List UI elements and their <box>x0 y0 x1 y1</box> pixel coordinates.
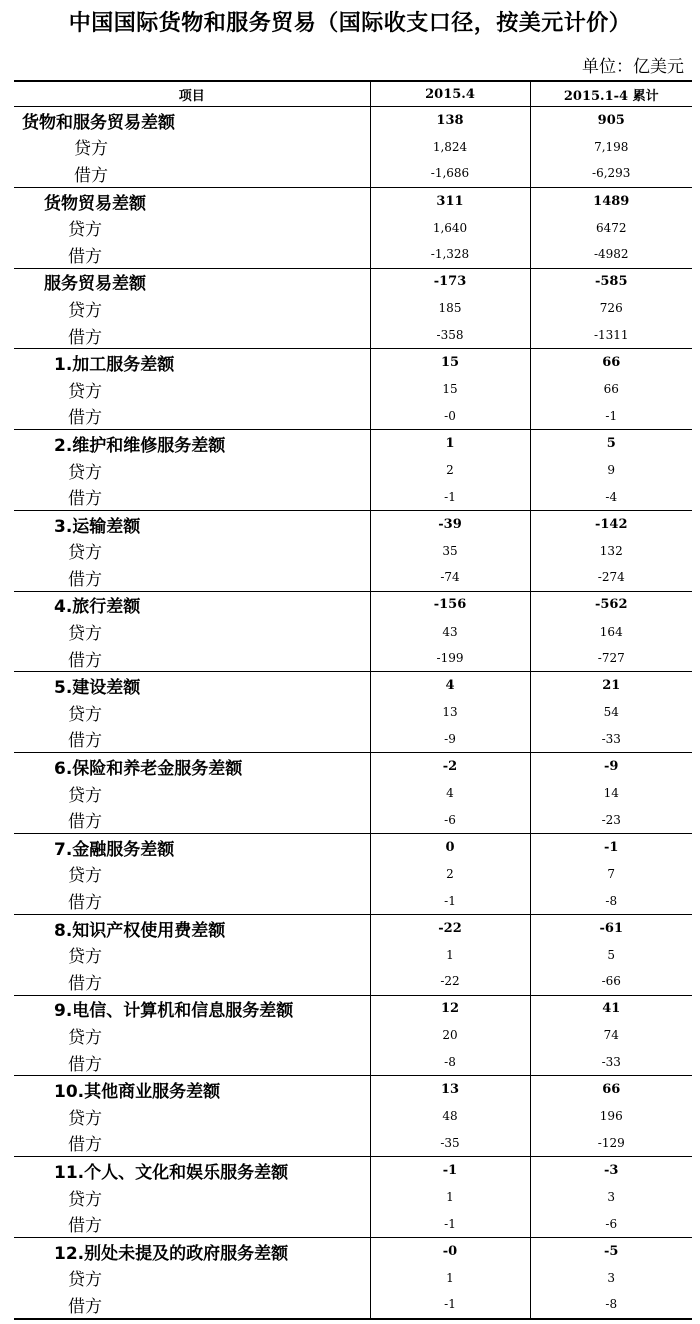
row-label: 贷方 <box>68 381 102 402</box>
value-cumulative: 7 <box>530 861 692 888</box>
value-cumulative: -274 <box>530 564 692 591</box>
row-label: 货物贸易差额 <box>14 187 370 214</box>
detail-row <box>14 618 692 645</box>
value-month: 15 <box>370 376 530 403</box>
row-label: 贷方 <box>68 300 102 321</box>
row-label: 借方 <box>68 1135 102 1156</box>
row-label: 借方 <box>68 731 102 752</box>
row-label: 借方 <box>68 569 102 590</box>
group-total-row <box>14 268 692 295</box>
value-cumulative: -585 <box>530 268 692 295</box>
row-label: 借方 <box>68 893 102 914</box>
value-cumulative: 164 <box>530 618 692 645</box>
value-month: 0 <box>370 834 530 861</box>
value-cumulative: -9 <box>530 753 692 780</box>
detail-row <box>14 214 692 241</box>
group-total-row <box>14 672 692 699</box>
detail-row <box>14 322 692 349</box>
row-label: 货物和服务贸易差额 <box>14 107 370 134</box>
value-month: -1 <box>370 887 530 914</box>
value-month: 1 <box>370 430 530 457</box>
value-month: -22 <box>370 914 530 941</box>
row-label: 7.金融服务差额 <box>14 834 370 861</box>
detail-row <box>14 295 692 322</box>
row-label: 借方 <box>68 973 102 994</box>
value-month: -358 <box>370 322 530 349</box>
row-label: 贷方 <box>74 139 108 160</box>
value-month: -173 <box>370 268 530 295</box>
value-cumulative: -33 <box>530 1049 692 1076</box>
detail-row <box>14 887 692 914</box>
row-label: 贷方 <box>68 1189 102 1210</box>
header-cumulative: 2015.1-4 累计 <box>530 81 692 107</box>
detail-row <box>14 1022 692 1049</box>
detail-row <box>14 564 692 591</box>
detail-row <box>14 1103 692 1130</box>
value-cumulative: 905 <box>530 107 692 134</box>
detail-row <box>14 1184 692 1211</box>
value-month: 13 <box>370 1076 530 1103</box>
detail-row <box>14 538 692 565</box>
row-label: 借方 <box>14 1291 370 1319</box>
group-total-row <box>14 914 692 941</box>
row-label: 8.知识产权使用费差额 <box>14 914 370 941</box>
detail-row <box>14 403 692 430</box>
row-label: 借方 <box>68 246 102 267</box>
value-cumulative: -4982 <box>530 241 692 268</box>
value-cumulative: -1 <box>530 403 692 430</box>
detail-row <box>14 160 692 187</box>
value-month: 1,824 <box>370 134 530 161</box>
header-month: 2015.4 <box>370 81 530 107</box>
value-month: 35 <box>370 538 530 565</box>
unit-label: 单位：亿美元 <box>582 57 684 77</box>
detail-row <box>14 861 692 888</box>
row-label: 贷方 <box>68 704 102 725</box>
row-label: 贷方 <box>68 947 102 968</box>
value-cumulative: -5 <box>530 1237 692 1264</box>
value-month: 48 <box>370 1103 530 1130</box>
value-cumulative: 66 <box>530 376 692 403</box>
row-label: 9.电信、计算机和信息服务差额 <box>14 995 370 1022</box>
value-cumulative: 3 <box>530 1184 692 1211</box>
row-label: 贷方 <box>68 1027 102 1048</box>
value-cumulative: -727 <box>530 645 692 672</box>
value-month: 138 <box>370 107 530 134</box>
detail-row <box>14 1210 692 1237</box>
value-month: 20 <box>370 1022 530 1049</box>
group-total-row <box>14 753 692 780</box>
detail-row <box>14 645 692 672</box>
value-month: -1 <box>370 483 530 510</box>
value-month: 2 <box>370 457 530 484</box>
row-label: 12.别处未提及的政府服务差额 <box>14 1237 370 1264</box>
detail-row <box>14 376 692 403</box>
row-label: 借方 <box>74 165 108 186</box>
row-label: 贷方 <box>68 866 102 887</box>
group-total-row <box>14 591 692 618</box>
value-cumulative: -562 <box>530 591 692 618</box>
value-month: 4 <box>370 780 530 807</box>
row-label: 借方 <box>68 1054 102 1075</box>
value-cumulative: 196 <box>530 1103 692 1130</box>
value-cumulative: 1489 <box>530 187 692 214</box>
value-month: -156 <box>370 591 530 618</box>
group-total-row <box>14 430 692 457</box>
row-label: 2.维护和维修服务差额 <box>14 430 370 457</box>
row-label: 借方 <box>68 489 102 510</box>
value-cumulative: -3 <box>530 1157 692 1184</box>
value-month: -0 <box>370 403 530 430</box>
group-total-row <box>14 349 692 376</box>
value-month: -74 <box>370 564 530 591</box>
value-cumulative: 41 <box>530 995 692 1022</box>
value-month: -35 <box>370 1130 530 1157</box>
detail-row <box>14 483 692 510</box>
row-label: 贷方 <box>68 785 102 806</box>
value-month: -1 <box>370 1157 530 1184</box>
value-month: -1 <box>370 1210 530 1237</box>
row-label: 借方 <box>68 327 102 348</box>
value-month: 1 <box>370 941 530 968</box>
value-cumulative: 7,198 <box>530 134 692 161</box>
row-label: 服务贸易差额 <box>14 268 370 295</box>
value-month: 1 <box>370 1184 530 1211</box>
value-cumulative: -142 <box>530 510 692 537</box>
detail-row <box>14 726 692 753</box>
detail-row <box>14 780 692 807</box>
row-label: 3.运输差额 <box>14 510 370 537</box>
value-month: 43 <box>370 618 530 645</box>
row-label: 贷方 <box>68 462 102 483</box>
value-month: -22 <box>370 968 530 995</box>
row-label: 贷方 <box>68 1108 102 1129</box>
value-cumulative: -23 <box>530 806 692 833</box>
detail-row <box>14 968 692 995</box>
row-label: 贷方 <box>68 220 102 241</box>
value-cumulative: -1311 <box>530 322 692 349</box>
value-month: -39 <box>370 510 530 537</box>
value-month: -0 <box>370 1237 530 1264</box>
value-month: -9 <box>370 726 530 753</box>
value-cumulative: 132 <box>530 538 692 565</box>
row-label: 5.建设差额 <box>14 672 370 699</box>
value-cumulative: 21 <box>530 672 692 699</box>
trade-table <box>14 80 692 1320</box>
value-month: -2 <box>370 753 530 780</box>
row-label: 贷方 <box>68 1270 102 1291</box>
value-cumulative: -66 <box>530 968 692 995</box>
table-body <box>14 107 692 1319</box>
row-label: 4.旅行差额 <box>14 591 370 618</box>
value-cumulative: -8 <box>530 1291 692 1319</box>
row-label: 借方 <box>68 408 102 429</box>
value-cumulative: 66 <box>530 1076 692 1103</box>
table-header-row <box>14 81 692 107</box>
value-month: 15 <box>370 349 530 376</box>
group-total-row <box>14 995 692 1022</box>
group-total-row <box>14 1237 692 1264</box>
group-total-row <box>14 107 692 134</box>
value-month: 4 <box>370 672 530 699</box>
value-month: 1 <box>370 1265 530 1292</box>
value-month: 12 <box>370 995 530 1022</box>
value-month: -1 <box>370 1291 530 1319</box>
detail-row <box>14 241 692 268</box>
value-cumulative: -129 <box>530 1130 692 1157</box>
value-cumulative: -1 <box>530 834 692 861</box>
detail-row <box>14 1049 692 1076</box>
header-item: 项目 <box>14 81 370 107</box>
value-month: -199 <box>370 645 530 672</box>
row-label: 借方 <box>68 650 102 671</box>
row-label: 11.个人、文化和娱乐服务差额 <box>14 1157 370 1184</box>
detail-row <box>14 134 692 161</box>
detail-row <box>14 1291 692 1319</box>
row-label: 10.其他商业服务差额 <box>14 1076 370 1103</box>
value-month: -1,328 <box>370 241 530 268</box>
value-month: -6 <box>370 806 530 833</box>
row-label: 6.保险和养老金服务差额 <box>14 753 370 780</box>
group-total-row <box>14 510 692 537</box>
value-cumulative: 9 <box>530 457 692 484</box>
value-cumulative: -61 <box>530 914 692 941</box>
value-cumulative: -6,293 <box>530 160 692 187</box>
detail-row <box>14 1265 692 1292</box>
detail-row <box>14 699 692 726</box>
value-cumulative: 6472 <box>530 214 692 241</box>
value-cumulative: 5 <box>530 941 692 968</box>
row-label: 借方 <box>68 1216 102 1237</box>
value-month: 1,640 <box>370 214 530 241</box>
value-month: -8 <box>370 1049 530 1076</box>
value-month: 2 <box>370 861 530 888</box>
value-cumulative: 74 <box>530 1022 692 1049</box>
detail-row <box>14 1130 692 1157</box>
value-cumulative: 5 <box>530 430 692 457</box>
row-label: 贷方 <box>68 624 102 645</box>
value-cumulative: 66 <box>530 349 692 376</box>
value-cumulative: -33 <box>530 726 692 753</box>
value-month: -1,686 <box>370 160 530 187</box>
value-cumulative: 726 <box>530 295 692 322</box>
value-cumulative: -6 <box>530 1210 692 1237</box>
page-title: 中国国际货物和服务贸易（国际收支口径，按美元计价） <box>68 11 632 36</box>
value-month: 311 <box>370 187 530 214</box>
group-total-row <box>14 1076 692 1103</box>
value-cumulative: 14 <box>530 780 692 807</box>
group-total-row <box>14 1157 692 1184</box>
detail-row <box>14 457 692 484</box>
value-cumulative: 3 <box>530 1265 692 1292</box>
row-label: 贷方 <box>68 543 102 564</box>
row-label: 借方 <box>68 812 102 833</box>
value-month: 13 <box>370 699 530 726</box>
value-cumulative: 54 <box>530 699 692 726</box>
value-cumulative: -4 <box>530 483 692 510</box>
value-cumulative: -8 <box>530 887 692 914</box>
detail-row <box>14 941 692 968</box>
detail-row <box>14 806 692 833</box>
row-label: 1.加工服务差额 <box>14 349 370 376</box>
group-total-row <box>14 834 692 861</box>
group-total-row <box>14 187 692 214</box>
value-month: 185 <box>370 295 530 322</box>
